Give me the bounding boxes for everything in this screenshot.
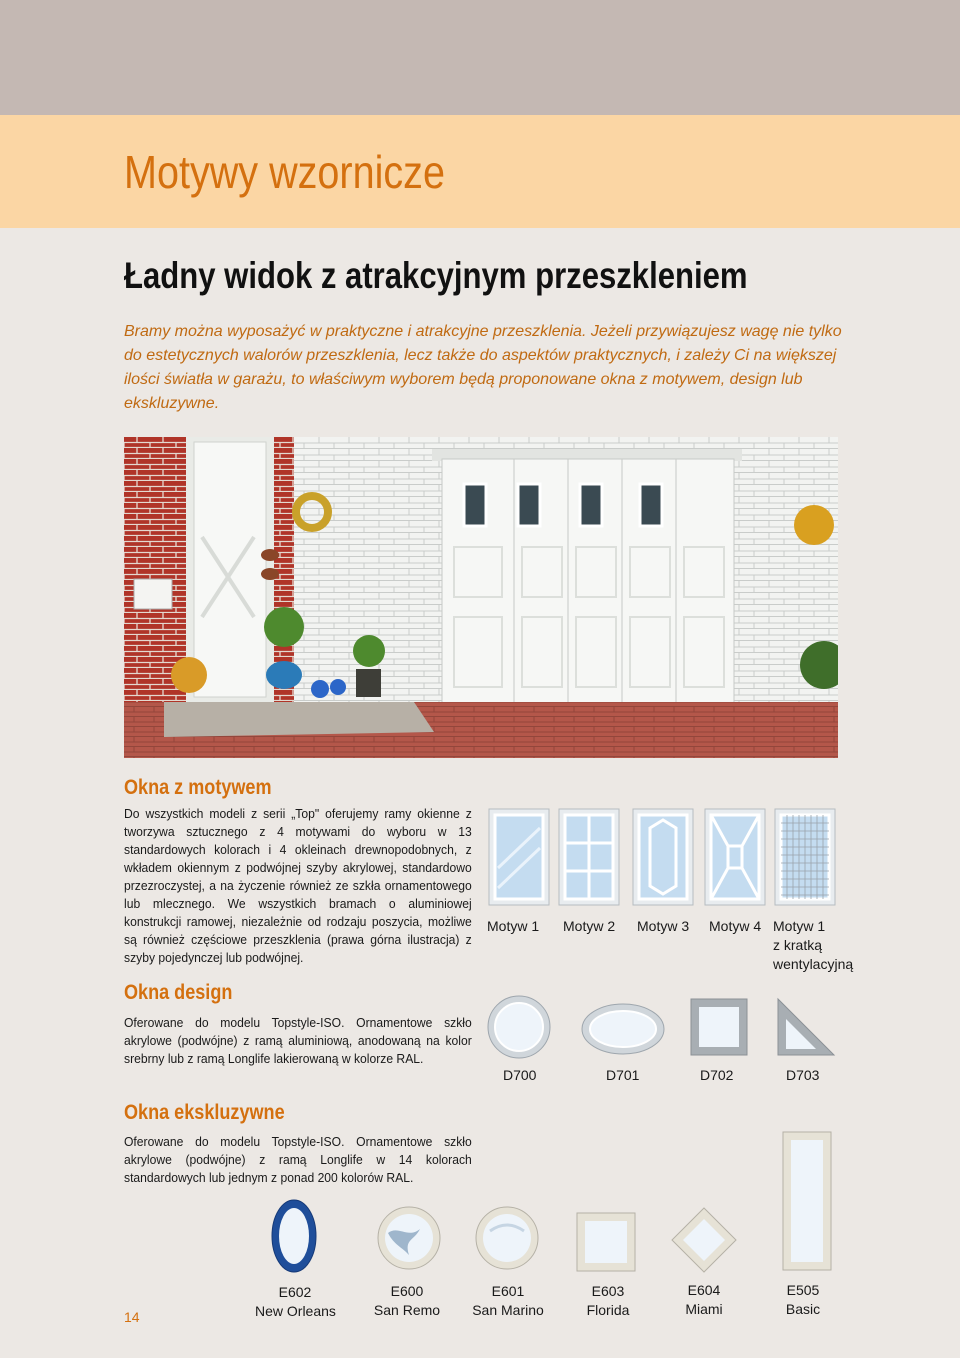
caption-e602-code: E602: [278, 1284, 312, 1300]
round-window-icon: [474, 1205, 540, 1276]
caption-e505-name: Basic: [785, 1301, 821, 1317]
round-wave-window-icon: [376, 1205, 442, 1276]
section-title-design: Okna design: [124, 981, 233, 1004]
page-title: Motywy wzornicze: [124, 146, 445, 198]
caption-d701: D701: [606, 1067, 640, 1083]
caption-d702: D702: [700, 1067, 734, 1083]
headline: Ładny widok z atrakcyjnym przeszkleniem: [124, 255, 748, 296]
page-number: 14: [124, 1309, 140, 1325]
caption-e604-code: E604: [687, 1282, 721, 1298]
caption-e505-code: E505: [786, 1282, 820, 1298]
window-motif-4-icon: [704, 808, 766, 911]
window-motif-2-icon: [558, 808, 620, 911]
top-band: [0, 0, 960, 115]
caption-e603-name: Florida: [586, 1302, 630, 1318]
section-text-exclusive: Oferowane do modelu Topstyle-ISO. Ornamentowe szkło akrylowe (podwójne) z ramą Longlife w 14 kolorach standardowych lub jednym z ponad 200 kolorów RAL.: [124, 1134, 472, 1185]
window-motif-3-icon: [632, 808, 694, 911]
caption-e600: [367, 1282, 447, 1320]
oval-window-icon: [580, 1002, 666, 1061]
section-text-motyw: Do wszystkich modeli z serii „Top" oferujemy ramy okienne z tworzywa sztucznego z 4 motywami do wyboru w 13 standardowych kolorach i 4 okleinach drewnopodobnych, z wkładem okiennym z podwójnej szyby akrylowej, standardowo przezroczystej, a na życzenie również ze szkła ornamentowego lub mlecznego. We wszystkich bramach o aluminiowej konstrukcji ramowej, niezależnie od rodzaju poszycia, możliwe są również częściowe przeszklenia (prawa górna ilustracja) z szyby pojedynczej lub podwójnej.: [124, 806, 472, 965]
tall-rectangle-window-icon: [782, 1131, 832, 1276]
caption-e604-name: Miami: [685, 1301, 723, 1317]
caption-d703: D703: [786, 1067, 820, 1083]
section-text-design: Oferowane do modelu Topstyle-ISO. Ornamentowe szkło akrylowe (podwójne) z ramą aluminiową, anodowaną na kolor srebrny lub z ramą Longlife lakierowaną w kolorze RAL.: [124, 1015, 472, 1066]
caption-e603-code: E603: [591, 1283, 625, 1299]
caption-motyw-4: Motyw 4: [709, 918, 762, 934]
square-window-icon: [576, 1212, 636, 1277]
caption-e505: [763, 1281, 843, 1319]
round-window-icon: [486, 994, 552, 1065]
garage-door-photo: [124, 437, 838, 758]
caption-motyw-vent: Motyw 1 z kratką wentylacyjną: [773, 918, 854, 972]
caption-e600-code: E600: [390, 1283, 424, 1299]
caption-motyw-1: Motyw 1: [487, 918, 540, 934]
caption-e602: [255, 1283, 335, 1321]
caption-e602-name: New Orleans: [255, 1303, 336, 1319]
caption-motyw-3: Motyw 3: [637, 918, 690, 934]
caption-motyw-2: Motyw 2: [563, 918, 616, 934]
caption-e601-code: E601: [491, 1283, 525, 1299]
square-window-icon: [690, 998, 748, 1061]
triangle-window-icon: [776, 997, 836, 1062]
caption-e601: [468, 1282, 548, 1320]
window-ventilation-grille-icon: [774, 808, 836, 911]
intro-paragraph: Bramy można wyposażyć w praktyczne i atrakcyjne przeszklenia. Jeżeli przywiązujesz wagę nie tylko do estetycznych walorów przeszklenia, lecz także do aspektów praktycznych, i zależy Ci na większej ilości światła w garażu, to właściwym wyborem będą proponowane okna z motywem, design lub ekskluzywne.: [124, 323, 842, 412]
oval-blue-window-icon: [270, 1198, 318, 1279]
section-title-motyw: Okna z motywem: [124, 776, 272, 799]
section-title-exclusive: Okna ekskluzywne: [124, 1101, 285, 1124]
caption-e603: [568, 1282, 648, 1320]
caption-e600-name: San Remo: [373, 1302, 441, 1318]
caption-d700: D700: [503, 1067, 537, 1083]
window-motif-1-icon: [488, 808, 550, 911]
caption-e604: [664, 1281, 744, 1319]
caption-e601-name: San Marino: [472, 1302, 544, 1318]
diamond-window-icon: [670, 1206, 738, 1279]
